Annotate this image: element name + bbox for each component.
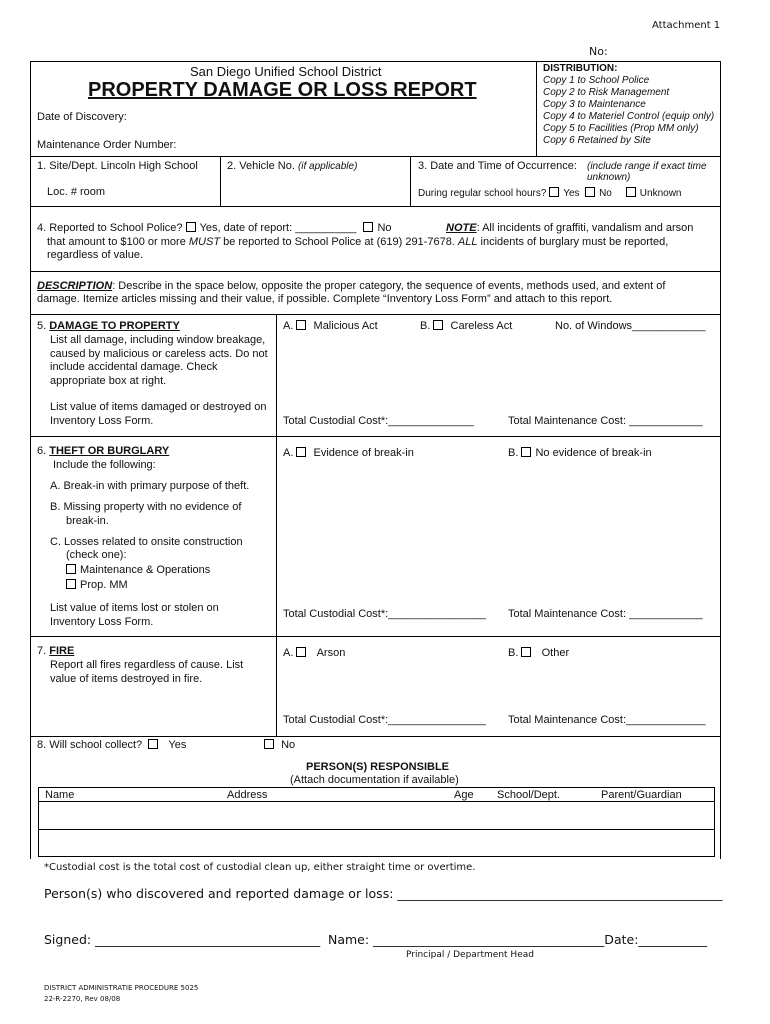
- procedure-label: DISTRICT ADMINISTRATIE PROCEDURE 5025: [44, 984, 199, 992]
- damage-description: List all damage, including window breakage, caused by malicious or careless acts. Do not include accidental damage. Check appropriate box at right.: [50, 334, 268, 387]
- description-line2: damage. Itemize articles missing and their value, if possible. Complete “Inventory Loss Form” and attach to this report.: [37, 293, 613, 305]
- maintenance-operations-checkbox[interactable]: [66, 564, 76, 574]
- note-text-1: : All incidents of graffiti, vandalism and arson: [476, 222, 694, 234]
- theft-item-b-cont: break-in.: [66, 515, 109, 527]
- distribution-copy-2: Copy 2 to Risk Management: [543, 87, 670, 98]
- fire-heading: [37, 645, 74, 657]
- police-no-checkbox[interactable]: [363, 222, 373, 232]
- note-must: MUST: [188, 236, 221, 248]
- location-field[interactable]: Loc. # room: [47, 186, 106, 198]
- theft-item-c-cont: (check one):: [66, 549, 127, 561]
- signed-field[interactable]: Signed: ____________________________________: [44, 932, 321, 947]
- collect-yes-label: Yes: [168, 739, 187, 751]
- police-note-line3: regardless of value.: [47, 249, 143, 261]
- column-name: Name: [45, 789, 75, 801]
- column-address: Address: [227, 789, 268, 801]
- collect-no-option: [264, 739, 295, 751]
- damage-list-value: List value of items damaged or destroyed on Inventory Loss Form.: [50, 401, 267, 427]
- arson-option: [283, 647, 345, 659]
- note-label: NOTE: [446, 222, 477, 234]
- site-dept-field[interactable]: 1. Site/Dept. Lincoln High School: [37, 160, 198, 172]
- careless-label: Careless Act: [450, 320, 513, 332]
- column-parent-guardian: Parent/Guardian: [601, 789, 682, 801]
- theft-item-c: C. Losses related to onsite construction: [50, 536, 243, 548]
- evidence-label: Evidence of break-in: [313, 447, 414, 459]
- collect-yes-checkbox[interactable]: [148, 739, 158, 749]
- windows-field[interactable]: No. of Windows____________: [555, 320, 706, 332]
- maintenance-operations-label: Maintenance & Operations: [80, 564, 211, 576]
- note-text-2a: that amount to $100 or more: [47, 236, 189, 248]
- police-yes-date: Yes, date of report: __________: [199, 222, 357, 234]
- damage-title: DAMAGE TO PROPERTY: [49, 320, 180, 332]
- malicious-checkbox[interactable]: [296, 320, 306, 330]
- police-yes-checkbox[interactable]: [186, 222, 196, 232]
- police-question: 4. Reported to School Police?: [37, 222, 183, 234]
- other-option: [508, 647, 569, 659]
- vehicle-number-field[interactable]: [227, 160, 357, 172]
- distribution-copy-6: Copy 6 Retained by Site: [543, 135, 651, 146]
- collect-question: [37, 739, 186, 751]
- theft-maintenance-cost[interactable]: Total Maintenance Cost: ____________: [508, 608, 703, 620]
- theft-item-b: B. Missing property with no evidence of: [50, 501, 242, 513]
- maintenance-operations-option: [66, 564, 210, 576]
- malicious-option: [283, 320, 378, 332]
- school-hours-unknown-checkbox[interactable]: [626, 187, 636, 197]
- damage-heading: [37, 320, 180, 332]
- other-letter: B.: [508, 647, 519, 659]
- distribution-heading: DISTRIBUTION:: [543, 63, 618, 74]
- collect-label: 8. Will school collect?: [37, 739, 143, 751]
- revision-label: 22-R-2270, Rev 08/08: [44, 995, 121, 1003]
- form-title: PROPERTY DAMAGE OR LOSS REPORT: [88, 79, 477, 101]
- fire-number: 7.: [37, 645, 50, 657]
- prop-mm-label: Prop. MM: [80, 579, 128, 591]
- persons-subheading: (Attach documentation if available): [290, 774, 459, 786]
- theft-custodial-cost[interactable]: Total Custodial Cost*:________________: [283, 608, 487, 620]
- careless-option: [420, 320, 512, 332]
- vehicle-label: 2. Vehicle No.: [227, 160, 295, 172]
- fire-description: Report all fires regardless of cause. List value of items destroyed in fire.: [50, 659, 244, 685]
- description-label: DESCRIPTION: [37, 280, 113, 292]
- persons-row-1[interactable]: [39, 802, 713, 828]
- distribution-copy-5: Copy 5 to Facilities (Prop MM only): [543, 123, 699, 134]
- collect-no-label: No: [281, 739, 296, 751]
- note-all: ALL: [457, 236, 478, 248]
- arson-checkbox[interactable]: [296, 647, 306, 657]
- theft-title: THEFT OR BURGLARY: [49, 445, 170, 457]
- school-hours-question: [418, 187, 681, 199]
- discovered-by-field[interactable]: Person(s) who discovered and reported damage or loss: ____________________________________________________: [44, 886, 723, 901]
- school-hours-label: During regular school hours?: [418, 188, 547, 199]
- school-hours-no-checkbox[interactable]: [585, 187, 595, 197]
- evidence-letter: A.: [283, 447, 294, 459]
- malicious-label: Malicious Act: [313, 320, 378, 332]
- police-note-line1: [446, 222, 693, 234]
- occurrence-note: (include range if exact time unknown): [587, 161, 707, 183]
- other-checkbox[interactable]: [521, 647, 531, 657]
- damage-number: 5.: [37, 320, 50, 332]
- theft-heading: [37, 445, 169, 457]
- damage-custodial-cost[interactable]: Total Custodial Cost*:______________: [283, 415, 474, 427]
- form-number-label: No:: [589, 45, 608, 58]
- persons-heading: PERSON(S) RESPONSIBLE: [306, 761, 450, 773]
- careless-letter: B.: [420, 320, 431, 332]
- note-text-2b: be reported to School Police at (619) 291-7678.: [220, 236, 458, 248]
- maintenance-order-label: Maintenance Order Number:: [37, 139, 177, 151]
- school-hours-yes-checkbox[interactable]: [549, 187, 559, 197]
- fire-maintenance-cost[interactable]: Total Maintenance Cost:_____________: [508, 714, 706, 726]
- note-text-2c: incidents of burglary must be reported,: [477, 236, 669, 248]
- distribution-copy-1: Copy 1 to School Police: [543, 75, 650, 86]
- distribution-copy-3: Copy 3 to Maintenance: [543, 99, 646, 110]
- collect-no-checkbox[interactable]: [264, 739, 274, 749]
- column-age: Age: [454, 789, 474, 801]
- police-no-label: No: [377, 222, 392, 234]
- arson-label: Arson: [316, 647, 346, 659]
- no-evidence-label: No evidence of break-in: [535, 447, 652, 459]
- no-evidence-checkbox[interactable]: [521, 447, 531, 457]
- vehicle-note: (if applicable): [297, 161, 358, 172]
- custodial-note: *Custodial cost is the total cost of custodial clean up, either straight time or overtime.: [44, 862, 476, 873]
- attachment-label: Attachment 1: [652, 20, 721, 31]
- district-name: San Diego Unified School District: [190, 64, 382, 79]
- school-hours-yes-label: Yes: [563, 188, 580, 199]
- persons-row-2[interactable]: [39, 830, 713, 855]
- prop-mm-checkbox[interactable]: [66, 579, 76, 589]
- theft-item-a: A. Break-in with primary purpose of theft.: [50, 480, 250, 492]
- school-hours-no-label: No: [599, 188, 612, 199]
- police-report-line: [37, 222, 392, 234]
- evidence-checkbox[interactable]: [296, 447, 306, 457]
- fire-title: FIRE: [49, 645, 75, 657]
- careless-checkbox[interactable]: [433, 320, 443, 330]
- description-text-1: : Describe in the space below, opposite the proper category, the sequence of events, methods used, and extent of: [112, 280, 666, 292]
- theft-include: Include the following:: [53, 459, 156, 471]
- no-evidence-option: [508, 447, 652, 459]
- arson-letter: A.: [283, 647, 294, 659]
- no-evidence-letter: B.: [508, 447, 519, 459]
- police-note-line2: [47, 236, 668, 248]
- distribution-copy-4: Copy 4 to Materiel Control (equip only): [543, 111, 715, 122]
- column-school-dept: School/Dept.: [497, 789, 560, 801]
- school-hours-unknown-label: Unknown: [639, 188, 682, 199]
- theft-number: 6.: [37, 445, 50, 457]
- principal-label: Principal / Department Head: [406, 950, 534, 960]
- evidence-option: [283, 447, 414, 459]
- damage-maintenance-cost[interactable]: Total Maintenance Cost: ____________: [508, 415, 703, 427]
- fire-custodial-cost[interactable]: Total Custodial Cost*:________________: [283, 714, 487, 726]
- name-date-field[interactable]: Name: _____________________________________Date:___________: [328, 932, 708, 947]
- theft-list-value: List value of items lost or stolen on Inventory Loss Form.: [50, 602, 219, 628]
- date-of-discovery-label: Date of Discovery:: [37, 111, 127, 123]
- occurrence-label: 3. Date and Time of Occurrence:: [418, 160, 577, 172]
- prop-mm-option: [66, 579, 128, 591]
- description-line1: [37, 280, 665, 292]
- malicious-letter: A.: [283, 320, 294, 332]
- other-label: Other: [541, 647, 570, 659]
